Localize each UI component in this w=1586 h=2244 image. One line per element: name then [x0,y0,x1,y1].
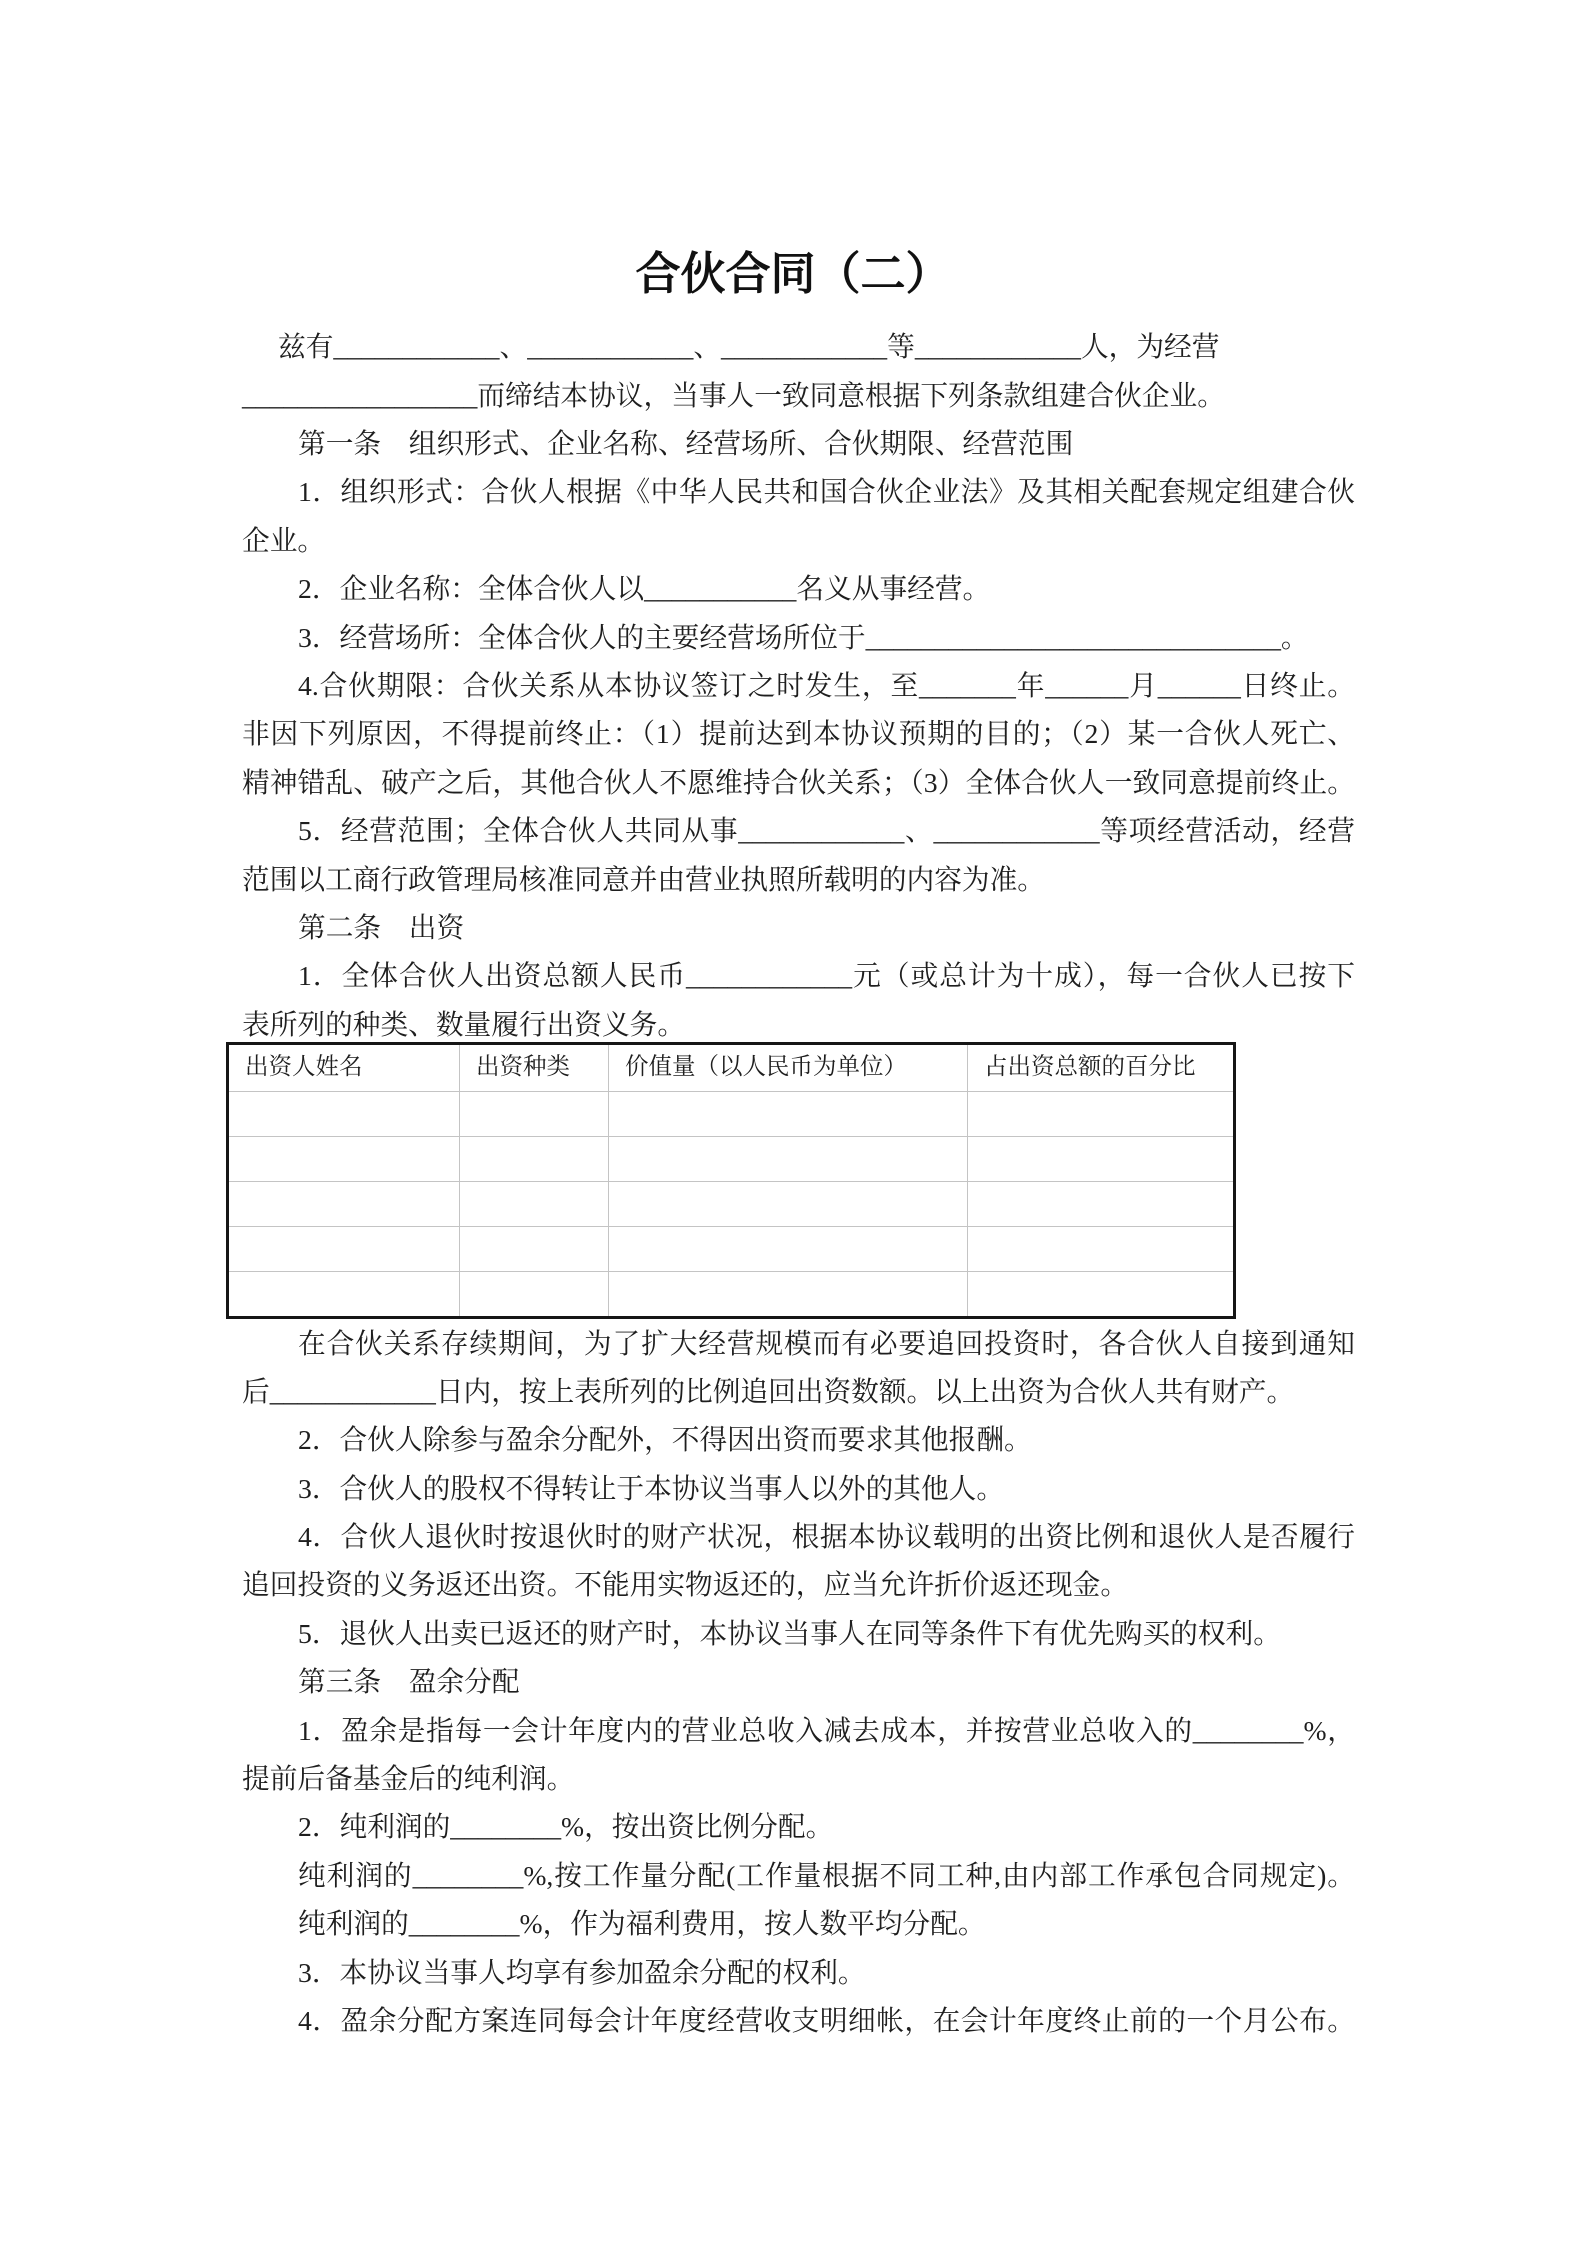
contract-body-lower [242,1320,1355,2046]
table-row [228,1182,1235,1227]
table-cell [228,1092,460,1137]
table-cell [460,1182,609,1227]
table-cell [609,1182,968,1227]
table-cell [228,1227,460,1272]
table-cell [968,1227,1235,1272]
article-1-clause-5-line-2: 范围以工商行政管理局核准同意并由营业执照所载明的内容为准。 [242,863,1045,895]
table-cell [460,1272,609,1318]
article-1-clause-1-line-1: 1．组织形式：合伙人根据《中华人民共和国合伙企业法》及其相关配套规定组建合伙 [298,476,1355,508]
preamble-line-1: 兹有____________、____________、____________等____________人，为经营 [278,331,1220,363]
article-3-clause-2-line-1: 2．纯利润的________%，按出资比例分配。 [298,1811,834,1843]
article-1-clause-4-line-3: 精神错乱、破产之后，其他合伙人不愿维持合伙关系；（3）全体合伙人一致同意提前终止。 [242,766,1355,798]
contract-body-upper [242,323,1355,1049]
table-cell [460,1227,609,1272]
article-1-heading: 第一条 组织形式、企业名称、经营场所、合伙期限、经营范围 [298,428,1074,460]
article-3-clause-2-line-2: 纯利润的________%,按工作量分配(工作量根据不同工种,由内部工作承包合同规定)。 [298,1859,1355,1891]
table-cell [609,1137,968,1182]
article-2-clause-1-line-2: 表所列的种类、数量履行出资义务。 [242,1008,686,1040]
article-2-clause-1-line-1: 1．全体合伙人出资总额人民币____________元（或总计为十成），每一合伙人已按下 [298,960,1355,992]
table-header-cell-percentage: 占出资总额的百分比 [968,1044,1235,1092]
article-2-clause-1-cont-line-1: 在合伙关系存续期间，为了扩大经营规模而有必要追回投资时，各合伙人自接到通知 [298,1327,1355,1359]
article-1-clause-5-line-1: 5．经营范围；全体合伙人共同从事____________、____________等项经营活动，经营 [298,815,1355,847]
table-header-cell-contributor-name: 出资人姓名 [228,1044,460,1092]
article-2-heading: 第二条 出资 [298,911,465,943]
table-cell [460,1137,609,1182]
article-1-clause-4-line-2: 非因下列原因，不得提前终止：（1）提前达到本协议预期的目的；（2）某一合伙人死亡、 [242,718,1355,750]
table-header-cell-contribution-type: 出资种类 [460,1044,609,1092]
article-1-clause-2: 2．企业名称：全体合伙人以___________名义从事经营。 [298,573,991,605]
article-3-clause-2-line-3: 纯利润的________%，作为福利费用，按人数平均分配。 [298,1908,986,1940]
preamble-line-2: _________________而缔结本协议，当事人一致同意根据下列条款组建合伙企业。 [242,379,1225,411]
article-2-clause-5: 5．退伙人出卖已返还的财产时，本协议当事人在同等条件下有优先购买的权利。 [298,1617,1281,1649]
table-row [228,1092,1235,1137]
article-1-clause-3: 3．经营场所：全体合伙人的主要经营场所位于______________________________。 [298,621,1309,653]
article-3-clause-3: 3．本协议当事人均享有参加盈余分配的权利。 [298,1956,866,1988]
table-cell [228,1137,460,1182]
article-1-clause-4-line-1: 4.合伙期限：合伙关系从本协议签订之时发生，至_______年______月______日终止。 [298,670,1355,702]
contribution-table [226,1042,1236,1319]
table-cell [609,1272,968,1318]
table-row [228,1137,1235,1182]
table-cell [968,1272,1235,1318]
table-row [228,1272,1235,1318]
table-header-row [228,1044,1235,1092]
article-3-clause-1-line-1: 1．盈余是指每一会计年度内的营业总收入减去成本，并按营业总收入的________%， [298,1714,1355,1746]
article-2-clause-2: 2．合伙人除参与盈余分配外，不得因出资而要求其他报酬。 [298,1424,1032,1456]
article-2-clause-4-line-2: 追回投资的义务返还出资。不能用实物返还的，应当允许折价返还现金。 [242,1569,1129,1601]
table-header-cell-value: 价值量（以人民币为单位） [609,1044,968,1092]
document-title: 合伙合同（二） [635,249,951,299]
table-cell [609,1227,968,1272]
article-2-clause-4-line-1: 4．合伙人退伙时按退伙时的财产状况，根据本协议载明的出资比例和退伙人是否履行 [298,1521,1355,1553]
table-cell [968,1092,1235,1137]
table-cell [228,1272,460,1318]
table-cell [460,1092,609,1137]
table-cell [609,1092,968,1137]
table-row [228,1227,1235,1272]
article-2-clause-1-cont-line-2: 后____________日内，按上表所列的比例追回出资数额。以上出资为合伙人共有财产。 [242,1375,1295,1407]
article-1-clause-1-line-2: 企业。 [242,524,326,556]
article-3-heading: 第三条 盈余分配 [298,1666,520,1698]
article-3-clause-1-line-2: 提前后备基金后的纯利润。 [242,1763,575,1795]
table-cell [968,1137,1235,1182]
article-2-clause-3: 3．合伙人的股权不得转让于本协议当事人以外的其他人。 [298,1472,1005,1504]
table-cell [228,1182,460,1227]
table-cell [968,1182,1235,1227]
article-3-clause-4: 4．盈余分配方案连同每会计年度经营收支明细帐，在会计年度终止前的一个月公布。 [298,2004,1355,2036]
